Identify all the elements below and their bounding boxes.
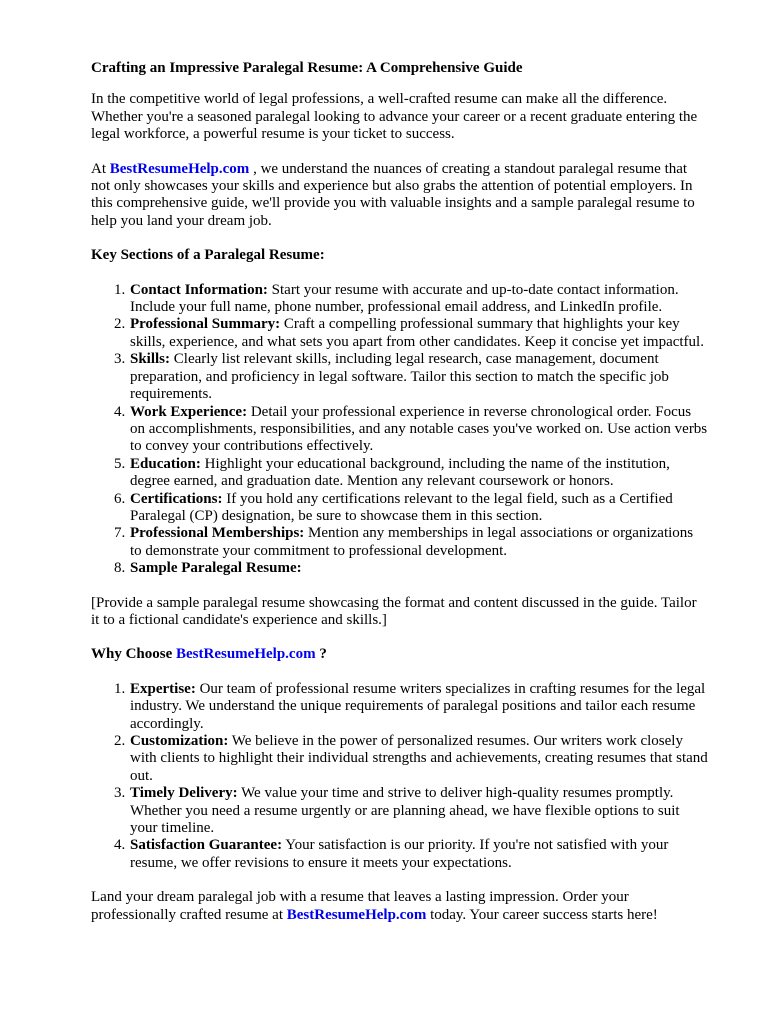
about-paragraph (91, 161, 708, 231)
list-item-text: Start your resume with accurate and up-to-date contact information. Include your full name, phone number, professional email address, and LinkedIn profile. (130, 281, 679, 316)
sections-list (91, 282, 708, 578)
list-item-term: Certifications: (130, 490, 223, 507)
list-item (129, 785, 708, 837)
list-item-term: Work Experience: (130, 403, 248, 420)
sections-heading: Key Sections of a Paralegal Resume: (91, 247, 325, 264)
list-item-term: Professional Summary: (130, 316, 281, 333)
list-item-text: Highlight your educational background, including the name of the institution, degree earned, and graduation date. Mention any relevant coursework or honors. (130, 455, 670, 490)
list-item-text: Craft a compelling professional summary that highlights your key skills, experience, and what sets you apart from other candidates. Keep it concise yet impactful. (130, 316, 704, 350)
list-item (129, 491, 708, 526)
list-item-text: Clearly list relevant skills, including legal research, case management, document preparation, and proficiency in legal software. Tailor this section to match the specific job requirements. (130, 351, 669, 403)
list-item (129, 733, 708, 785)
why-heading (91, 646, 708, 663)
list-item (129, 282, 708, 317)
list-item-text: Mention any memberships in legal associations or organizations to demonstrate your commitment to professional development. (130, 525, 694, 559)
list-item-term: Timely Delivery: (130, 785, 238, 802)
list-item (129, 681, 708, 733)
site-link[interactable]: BestResumeHelp.com (109, 160, 250, 177)
list-item (129, 560, 708, 577)
why-prefix: Why Choose (91, 646, 177, 663)
list-item-term: Skills: (130, 351, 171, 368)
why-suffix: ? (315, 646, 327, 663)
site-link[interactable]: BestResumeHelp.com (286, 906, 427, 923)
list-item-term: Contact Information: (130, 281, 268, 298)
list-item (129, 316, 708, 351)
list-item-text: Detail your professional experience in reverse chronological order. Focus on accomplishments, responsibilities, and any notable cases you've worked on. Use action verbs to convey your contributions effectively. (130, 403, 708, 455)
list-item-text: We believe in the power of personalized resumes. Our writers work closely with clients to highlight their individual strengths and achievements, creating resumes that stand out. (130, 733, 708, 784)
list-item (129, 837, 708, 872)
list-item-term: Education: (130, 455, 201, 472)
list-item-term: Satisfaction Guarantee: (130, 837, 283, 854)
list-item (129, 525, 708, 560)
list-item-term: Professional Memberships: (130, 525, 305, 542)
list-item-term: Customization: (130, 733, 229, 749)
reasons-list (91, 681, 708, 872)
closing-paragraph (91, 889, 708, 924)
list-item (129, 456, 708, 491)
intro-paragraph: In the competitive world of legal professions, a well-crafted resume can make all the difference. Whether you're a seasoned paralegal looking to advance your career or a recent graduate entering the legal workforce, a powerful resume is your ticket to success. (91, 91, 698, 143)
list-item-text: Our team of professional resume writers specializes in crafting resumes for the legal industry. We understand the unique requirements of paralegal positions and tailor each resume accordingly. (130, 680, 706, 732)
list-item (129, 351, 708, 403)
site-link[interactable]: BestResumeHelp.com (176, 646, 316, 663)
closing-suffix: today. Your career success starts here! (426, 906, 658, 923)
document-title: Crafting an Impressive Paralegal Resume: A Comprehensive Guide (91, 60, 523, 76)
list-item-term: Sample Paralegal Resume: (130, 560, 302, 577)
about-prefix: At (91, 160, 110, 177)
list-item-text: Your satisfaction is our priority. If you're not satisfied with your resume, we offer revisions to ensure it meets your expectations. (130, 837, 669, 871)
list-item (129, 404, 708, 456)
list-item-term: Expertise: (130, 680, 196, 697)
sample-note: [Provide a sample paralegal resume showcasing the format and content discussed in the guide. Tailor it to a fictional candidate's experience and skills.] (91, 594, 697, 628)
list-item-text: If you hold any certifications relevant to the legal field, such as a Certified Paralegal (CP) designation, be sure to showcase them in this section. (130, 490, 673, 524)
list-item-text: We value your time and strive to deliver high-quality resumes promptly. Whether you need a resume urgently or are planning ahead, we have flexible options to suit your timeline. (130, 785, 680, 837)
closing-prefix: Land your dream paralegal job with a resume that leaves a lasting impression. Order your professionally crafted resume at (91, 889, 629, 923)
about-suffix: , we understand the nuances of creating a standout paralegal resume that not only showcases your skills and experience but also grabs the attention of potential employers. In this comprehensive guide, we'll provide you with valuable insights and a sample paralegal resume to help you land your dream job. (91, 160, 695, 229)
